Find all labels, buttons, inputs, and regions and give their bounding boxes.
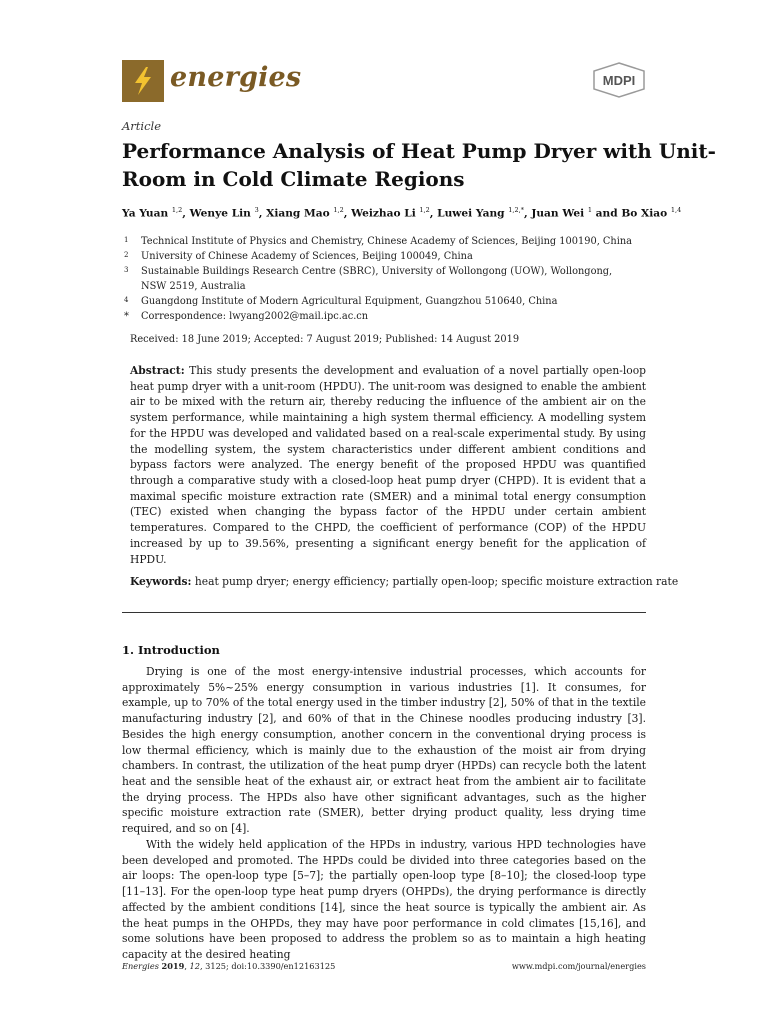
- journal-name: energies: [170, 62, 302, 93]
- keywords-label: Keywords:: [130, 575, 192, 588]
- title-line: Performance Analysis of Heat Pump Dryer with Unit-: [122, 139, 716, 163]
- author-affiliation-marker: 1,2: [419, 206, 430, 214]
- affiliation-text: Sustainable Buildings Research Centre (SBRC), University of Wollongong (UOW), Wollongong,: [141, 266, 613, 277]
- author-name: Wenye Lin: [189, 207, 251, 220]
- affiliation-text: NSW 2519, Australia: [141, 281, 246, 292]
- footer-year: 2019: [161, 961, 185, 971]
- keywords: [130, 575, 679, 588]
- abstract-label: Abstract:: [130, 364, 185, 377]
- affiliation-text: University of Chinese Academy of Sciences, Beijing 100049, China: [141, 251, 473, 262]
- affiliation-marker: 4: [124, 296, 129, 304]
- paper-title: [122, 137, 716, 193]
- footer-citation: Energies 2019, 12, 3125; doi:10.3390/en12163125: [122, 961, 336, 971]
- publication-dates: Received: 18 June 2019; Accepted: 7 August 2019; Published: 14 August 2019: [130, 334, 520, 345]
- correspondence-email[interactable]: Correspondence: lwyang2002@mail.ipc.ac.cn: [141, 311, 369, 322]
- section-divider: [122, 612, 646, 613]
- affiliation-list: [124, 234, 654, 324]
- affiliation-item: [124, 294, 654, 309]
- body-paragraph: With the widely held application of the HPDs in industry, various HPD technologies have been developed and promoted. The HPDs could be divided into three categories based on the air loops: The open-loop type [5–7]; the partially open-loop type [8–10]; the closed-loop type [11–13]. For the open-loop type heat pump dryers (OHPDs), the drying performance is directly affected by the ambient conditions [14], since the heat source is typically the ambient air. As the heat pumps in the OHPDs, they may have poor performance in cold climates [15,16], and some solutions have been proposed to address the problem so as to maintain a high heating capacity at the desired heating: [122, 837, 646, 961]
- affiliation-item: [124, 264, 654, 294]
- affiliation-text: Guangdong Institute of Modern Agricultural Equipment, Guangzhou 510640, China: [141, 296, 558, 307]
- affiliation-item: [124, 309, 654, 324]
- affiliation-marker: 2: [124, 251, 129, 259]
- author-affiliation-marker: 3: [254, 206, 259, 214]
- author-name: Weizhao Li: [351, 207, 416, 220]
- author-affiliation-marker: 1,2,*: [508, 206, 524, 214]
- mdpi-logo-icon: [592, 62, 646, 98]
- affiliation-item: [124, 249, 654, 264]
- footer-doi: , 3125; doi:10.3390/en12163125: [199, 961, 336, 971]
- affiliation-marker: 1: [124, 236, 129, 244]
- author-affiliation-marker: 1,2: [333, 206, 344, 214]
- author-affiliation-marker: 1: [587, 206, 592, 214]
- author-name: Juan Wei: [531, 207, 585, 220]
- footer-volume: 12: [189, 961, 200, 971]
- title-line: Room in Cold Climate Regions: [122, 167, 465, 191]
- author-affiliation-marker: 1,2: [171, 206, 183, 214]
- body-paragraph: Drying is one of the most energy-intensive industrial processes, which accounts for approximately 5%~25% energy consumption in various industries [1]. It consumes, for example, up to 70% of the total energy used in the timber industry [2], 50% of that in the textile manufacturing industry [2], and 60% of that in the Chinese noodles producing industry [3]. Besides the high energy consumption, another concern in the conventional drying process is low thermal efficiency, which is mainly due to the exhaustion of the moist air from drying chambers. In contrast, the utilization of the heat pump dryer (HPDs) can recycle both the latent heat and the sensible heat of the exhaust air, or extract heat from the ambient air to facilitate the drying process. The HPDs also have other significant advantages, such as the higher specific moisture extraction rate (SMER), better drying product quality, less drying time required, and so on [4].: [122, 665, 646, 836]
- article-type: Article: [122, 119, 162, 133]
- author-name: Luwei Yang: [437, 207, 505, 220]
- author-list: Ya Yuan $^{1,2}$, Wenye Lin $^3$, Xiang Mao $^{1,2}$, Weizhao Li $^{1,2}$, Luwei Yang $^{1,2,*}$, Juan Wei $^1$ and Bo Xiao $^{1,4}$: [122, 206, 682, 220]
- keywords-text: heat pump dryer; energy efficiency; partially open-loop; specific moisture extraction rate: [194, 575, 679, 588]
- affiliation-marker: *: [124, 311, 129, 322]
- section-heading: 1. Introduction: [122, 643, 220, 657]
- affiliation-marker: 3: [124, 266, 129, 274]
- body-text: [122, 664, 646, 963]
- affiliation-text: Technical Institute of Physics and Chemistry, Chinese Academy of Sciences, Beijing 100190, China: [141, 236, 633, 247]
- affiliation-item: [124, 234, 654, 249]
- author-affiliation-marker: 1,4: [670, 206, 682, 214]
- abstract-text: This study presents the development and evaluation of a novel partially open-loop heat pump dryer with a unit-room (HPDU). The unit-room was designed to enable the ambient air to be mixed with the return air, thereby reducing the influence of the ambient air on the system performance, while maintaining a high system thermal efficiency. A modelling system for the HPDU was developed and validated based on a real-scale experimental study. By using the modelling system, the system characteristics under different ambient conditions and bypass factors were analyzed. The energy benefit of the proposed HPDU was quantified through a comparative study with a closed-loop heat pump dryer (CHPD). It is evident that a maximal specific moisture extraction rate (SMER) and a minimal total energy consumption (TEC) existed when changing the bypass factor of the HPDU under certain ambient temperatures. Compared to the CHPD, the coefficient of performance (COP) of the HPDU increased by up to 39.56%, presenting a significant energy benefit for the application of HPDU.: [130, 364, 646, 566]
- author-name: Bo Xiao: [621, 207, 668, 220]
- journal-logo-icon: [122, 60, 164, 102]
- mdpi-logo-text: MDPI: [602, 73, 636, 88]
- author-name: Ya Yuan: [122, 207, 169, 220]
- abstract: [130, 363, 646, 567]
- author-name: Xiang Mao: [266, 207, 330, 220]
- footer-journal: Energies: [122, 961, 159, 971]
- footer-journal-url[interactable]: www.mdpi.com/journal/energies: [511, 961, 646, 971]
